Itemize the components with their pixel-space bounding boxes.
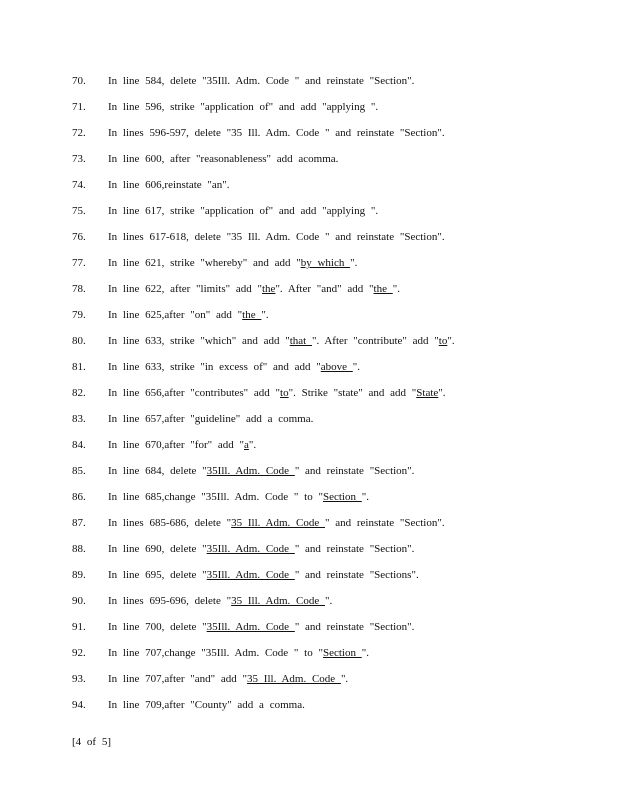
item-number: 88. [72, 543, 86, 555]
inserted-text: 35Ill. Adm. Code [206, 569, 295, 581]
item-text [108, 464, 414, 478]
item-number: 73. [72, 153, 86, 165]
item-number: 79. [72, 309, 86, 321]
item-number: 74. [72, 179, 86, 191]
amendment-item [0, 438, 618, 458]
item-number: 87. [72, 517, 86, 529]
item-number: 90. [72, 595, 86, 607]
amendment-item [0, 334, 618, 354]
item-text [108, 646, 369, 660]
amendment-item [0, 516, 618, 536]
instruction-text: In line 625,after "on" add " [108, 309, 243, 321]
item-number: 81. [72, 361, 86, 373]
inserted-text: by which [300, 257, 351, 269]
amendment-item [0, 490, 618, 510]
instruction-text: In line 695, delete " [108, 569, 207, 581]
instruction-text: In line 657,after "guideline" add a comma. [108, 413, 314, 425]
item-number: 82. [72, 387, 86, 399]
inserted-text: Section [322, 491, 362, 503]
instruction-text: ". [261, 309, 269, 321]
amendment-item [0, 282, 618, 302]
inserted-text: 35Ill. Adm. Code [206, 543, 295, 555]
item-number: 75. [72, 205, 86, 217]
amendment-item [0, 152, 618, 172]
instruction-text: ". [340, 673, 349, 685]
instruction-text: In line 707,change "35Ill. Adm. Code " to " [108, 647, 323, 659]
instruction-text: In line 656,after "contributes" add " [108, 387, 281, 399]
item-number: 94. [72, 699, 86, 711]
item-number: 78. [72, 283, 86, 295]
instruction-text: ". [350, 257, 358, 269]
amendment-item [0, 542, 618, 562]
item-text [108, 412, 313, 426]
amendment-item [0, 464, 618, 484]
instruction-text: In line 633, strike "which" and add " [108, 335, 290, 347]
item-text [108, 334, 455, 348]
inserted-text: 35 Ill. Adm. Code [231, 595, 325, 607]
instruction-text: ". After "and" add " [275, 283, 374, 295]
instruction-text: In line 685,change "35Ill. Adm. Code " to " [108, 491, 323, 503]
inserted-text: State [416, 387, 439, 399]
item-text [108, 256, 357, 270]
amendment-item [0, 646, 618, 666]
instruction-text: ". After "contribute" add " [311, 335, 439, 347]
instruction-text: " and reinstate "Section". [294, 543, 415, 555]
item-text [108, 490, 369, 504]
amendment-item [0, 178, 618, 198]
item-text [108, 100, 378, 114]
instruction-text: ". [352, 361, 361, 373]
amendment-item [0, 386, 618, 406]
item-text [108, 282, 400, 296]
amendment-item [0, 360, 618, 380]
item-text [108, 126, 445, 140]
instruction-text: " and reinstate "Section". [294, 465, 415, 477]
item-number: 92. [72, 647, 86, 659]
instruction-text: In lines 596-597, delete "35 Ill. Adm. Code " and reinstate "Section". [108, 127, 445, 139]
instruction-text: ". [447, 335, 455, 347]
amendment-item [0, 308, 618, 328]
instruction-text: ". [248, 439, 257, 451]
item-text [108, 438, 256, 452]
instruction-text: In line 709,after "County" add a comma. [108, 699, 305, 711]
instruction-text: In lines 617-618, delete "35 Ill. Adm. Code " and reinstate "Section". [108, 231, 445, 243]
instruction-text: ". [325, 595, 333, 607]
inserted-text: 35 Ill. Adm. Code [247, 673, 341, 685]
item-number: 76. [72, 231, 86, 243]
item-text [108, 74, 414, 88]
inserted-text: to [280, 387, 289, 399]
amendment-item [0, 204, 618, 224]
item-text [108, 178, 230, 192]
instruction-text: " and reinstate "Section". [325, 517, 445, 529]
instruction-text: ". [361, 647, 369, 659]
instruction-text: In lines 685-686, delete " [108, 517, 232, 529]
instruction-text: ". [361, 491, 369, 503]
instruction-text: In line 600, after "reasonableness" add acomma. [108, 153, 339, 165]
instruction-text: In line 617, strike "application of" and add "applying ". [108, 205, 379, 217]
item-text [108, 308, 269, 322]
item-text [108, 516, 445, 530]
amendment-item [0, 100, 618, 120]
amendment-item [0, 672, 618, 692]
item-text [108, 672, 348, 686]
item-text [108, 620, 414, 634]
item-text [108, 698, 305, 712]
amendment-item [0, 256, 618, 276]
item-text [108, 152, 338, 166]
inserted-text: Section [322, 647, 362, 659]
inserted-text: 35Ill. Adm. Code [206, 465, 295, 477]
instruction-text: In line 622, after "limits" add " [108, 283, 262, 295]
inserted-text: the [242, 309, 262, 321]
item-number: 80. [72, 335, 86, 347]
instruction-text: ". [392, 283, 400, 295]
item-number: 77. [72, 257, 86, 269]
inserted-text: 35Ill. Adm. Code [206, 621, 295, 633]
amendment-item [0, 620, 618, 640]
instruction-text: ". Strike "state" and add " [288, 387, 417, 399]
instruction-text: In line 596, strike "application of" and add "applying ". [108, 101, 379, 113]
item-number: 84. [72, 439, 86, 451]
item-text [108, 386, 446, 400]
amendment-item [0, 74, 618, 94]
instruction-text: " and reinstate "Section". [294, 621, 415, 633]
item-number: 83. [72, 413, 86, 425]
item-number: 71. [72, 101, 86, 113]
instruction-text: In lines 695-696, delete " [108, 595, 232, 607]
instruction-text: In line 707,after "and" add " [108, 673, 248, 685]
instruction-text: In line 700, delete " [108, 621, 207, 633]
amendment-item [0, 594, 618, 614]
instruction-text: In line 633, strike "in excess of" and add " [108, 361, 321, 373]
item-number: 85. [72, 465, 86, 477]
item-number: 93. [72, 673, 86, 685]
item-text [108, 204, 378, 218]
page-number: [4 of 5] [72, 736, 111, 748]
amendment-item [0, 698, 618, 718]
amendment-item [0, 568, 618, 588]
instruction-text: In line 584, delete "35Ill. Adm. Code " and reinstate "Section". [108, 75, 415, 87]
item-number: 70. [72, 75, 86, 87]
inserted-text: 35 Ill. Adm. Code [231, 517, 325, 529]
inserted-text: to [438, 335, 448, 347]
amendment-item [0, 412, 618, 432]
item-number: 72. [72, 127, 86, 139]
instruction-text: ". [438, 387, 446, 399]
instruction-text: In line 606,reinstate "an". [108, 179, 230, 191]
instruction-text: In line 621, strike "whereby" and add " [108, 257, 301, 269]
item-number: 86. [72, 491, 86, 503]
item-text [108, 568, 419, 582]
item-text [108, 360, 360, 374]
item-text [108, 542, 414, 556]
inserted-text: that [289, 335, 312, 347]
amendment-item [0, 230, 618, 250]
instruction-text: " and reinstate "Sections". [294, 569, 419, 581]
instruction-text: In line 670,after "for" add " [108, 439, 244, 451]
inserted-text: above [320, 361, 353, 373]
inserted-text: a [243, 439, 249, 451]
item-number: 89. [72, 569, 86, 581]
instruction-text: In line 690, delete " [108, 543, 207, 555]
item-text [108, 230, 445, 244]
item-number: 91. [72, 621, 86, 633]
amendment-item [0, 126, 618, 146]
item-text [108, 594, 332, 608]
instruction-text: In line 684, delete " [108, 465, 207, 477]
inserted-text: the [373, 283, 393, 295]
inserted-text: the [261, 283, 276, 295]
